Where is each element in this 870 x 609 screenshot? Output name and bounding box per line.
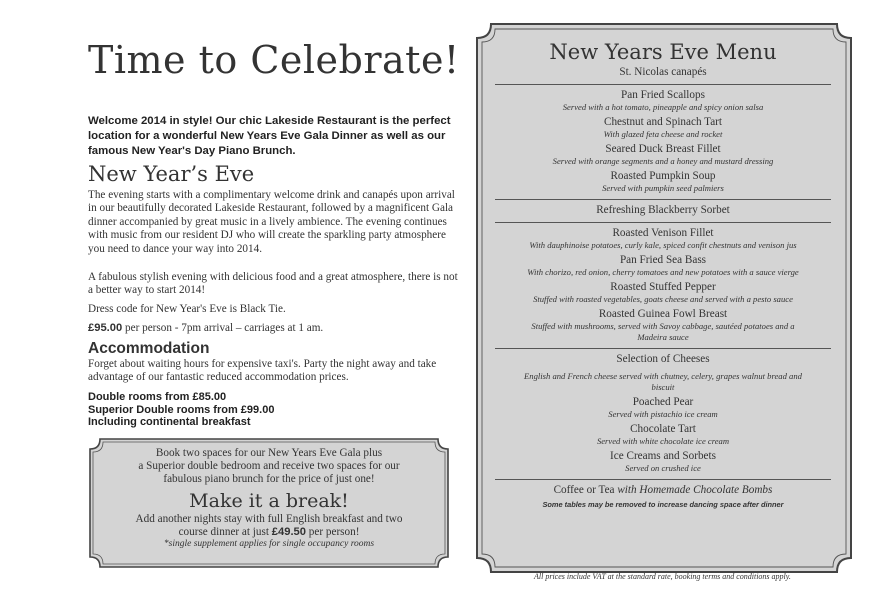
promo-line: fabulous piano brunch for the price of just one! bbox=[163, 473, 375, 486]
menu-item-desc: With glazed feta cheese and rocket bbox=[603, 129, 723, 139]
menu-item bbox=[484, 143, 842, 167]
footer-note: All prices include VAT at the standard rate, booking terms and conditions apply. bbox=[534, 572, 791, 581]
accommodation-paragraph: Forget about waiting hours for expensive taxi's. Party the night away and take advantage of our fantastic reduced accommodation prices. bbox=[88, 358, 437, 384]
menu-item bbox=[484, 89, 842, 113]
canapes-item: St. Nicolas canapés bbox=[619, 66, 707, 78]
menu-item bbox=[484, 227, 842, 251]
menu-item-name: Pan Fried Sea Bass bbox=[619, 254, 707, 266]
new-years-eve-heading: New Year’s Eve bbox=[88, 162, 255, 186]
promo-line: a Superior double bedroom and receive two spaces for our bbox=[138, 460, 400, 473]
menu-item-name: Chestnut and Spinach Tart bbox=[603, 116, 722, 128]
coffee-item bbox=[484, 484, 842, 497]
menu-item-name: Seared Duck Breast Fillet bbox=[605, 143, 721, 155]
menu-item-name: Roasted Venison Fillet bbox=[612, 227, 714, 239]
menu-item bbox=[484, 396, 842, 420]
menu-item-desc: English and French cheese served with chutney, celery, grapes walnut bread and biscuit bbox=[524, 371, 802, 392]
promo-line: Add another nights stay with full English breakfast and two bbox=[135, 512, 403, 525]
menu-item bbox=[484, 423, 842, 447]
menu-item-desc: Served on crushed ice bbox=[625, 463, 701, 473]
menu-item-desc: Stuffed with roasted vegetables, goats cheese and served with a pesto sauce bbox=[533, 294, 793, 304]
promo-box bbox=[96, 447, 442, 549]
accommodation-heading: Accommodation bbox=[88, 340, 210, 357]
divider bbox=[495, 479, 831, 480]
divider bbox=[495, 199, 831, 200]
promo-note: *single supplement applies for single occupancy rooms bbox=[163, 539, 375, 550]
price-details: per person - 7pm arrival – carriages at 1 am. bbox=[122, 322, 324, 334]
promo-price-line bbox=[96, 526, 442, 539]
accommodation-list bbox=[88, 391, 274, 429]
menu-item-desc: Served with pumpkin seed palmiers bbox=[602, 183, 724, 193]
menu-item bbox=[484, 308, 842, 343]
new-years-eve-paragraph-2: A fabulous stylish evening with delicious food and a great atmosphere, there is not a better way to start 2014! bbox=[88, 271, 458, 297]
menu-item-desc: Stuffed with mushrooms, served with Savoy cabbage, sautéed potatoes and a Madeira sauce bbox=[531, 321, 795, 342]
coffee-desc: with Homemade Chocolate Bombs bbox=[617, 484, 773, 496]
promo-price-suffix: per person! bbox=[306, 525, 360, 538]
list-item: Double rooms from £85.00 bbox=[88, 391, 227, 403]
coffee-name: Coffee or Tea bbox=[553, 484, 618, 496]
menu-content bbox=[484, 40, 842, 509]
menu-item-desc: Served with white chocolate ice cream bbox=[596, 436, 730, 446]
price-value: £95.00 bbox=[88, 322, 123, 334]
menu-footnote: Some tables may be removed to increase dancing space after dinner bbox=[542, 500, 784, 509]
menu-item bbox=[484, 254, 842, 278]
price-line bbox=[88, 322, 460, 335]
menu-item-name: Poached Pear bbox=[632, 396, 694, 408]
menu-item-desc: Served with orange segments and a honey and mustard dressing bbox=[552, 156, 774, 166]
promo-price: £49.50 bbox=[271, 525, 306, 538]
menu-item-desc: Served with pistachio ice cream bbox=[608, 409, 718, 419]
promo-price-prefix: course dinner at just bbox=[178, 525, 272, 538]
menu-item-name: Roasted Pumpkin Soup bbox=[610, 170, 716, 182]
menu-item-name: Selection of Cheeses bbox=[616, 353, 710, 365]
menu-item-name: Ice Creams and Sorbets bbox=[610, 450, 716, 462]
new-years-eve-paragraph: The evening starts with a complimentary welcome drink and canapés upon arrival in our beautifully decorated Lakeside Restaurant, followed by a magnificent Gala dinner accompanied by great music in a lively ambience. The evening continues with music from our resident DJ who will create the sparkling party atmosphere you need to dance your way into 2014. bbox=[88, 189, 455, 255]
menu-item-name: Roasted Stuffed Pepper bbox=[610, 281, 716, 293]
menu-item bbox=[484, 450, 842, 474]
menu-item bbox=[484, 116, 842, 140]
page-title: Time to Celebrate! bbox=[88, 38, 460, 82]
menu-item bbox=[484, 353, 842, 393]
menu-item-name: Chocolate Tart bbox=[630, 423, 696, 435]
menu-item-desc: With chorizo, red onion, cherry tomatoes and new potatoes with a sauce vierge bbox=[527, 267, 799, 277]
menu-item-name: Pan Fried Scallops bbox=[621, 89, 705, 101]
list-item: Superior Double rooms from £99.00 bbox=[88, 403, 275, 416]
menu-item-desc: Served with a hot tomato, pineapple and spicy onion salsa bbox=[562, 102, 764, 112]
intro-text: Welcome 2014 in style! Our chic Lakeside Restaurant is the perfect location for a wonderful New Years Eve Gala Dinner as well as our famous New Year's Day Piano Brunch. bbox=[88, 115, 451, 157]
promo-heading: Make it a break! bbox=[189, 489, 349, 512]
divider bbox=[495, 84, 831, 85]
sorbet-item: Refreshing Blackberry Sorbet bbox=[596, 204, 730, 216]
promo-line: Book two spaces for our New Years Eve Gala plus bbox=[155, 447, 383, 459]
divider bbox=[495, 222, 831, 223]
divider bbox=[495, 348, 831, 349]
menu-item bbox=[484, 170, 842, 194]
menu-item-name: Roasted Guinea Fowl Breast bbox=[598, 308, 728, 320]
list-item: Including continental breakfast bbox=[88, 416, 251, 429]
menu-item bbox=[484, 281, 842, 305]
dress-code-text: Dress code for New Year's Eve is Black Tie. bbox=[88, 303, 286, 315]
menu-title: New Years Eve Menu bbox=[549, 40, 777, 64]
menu-item-desc: With dauphinoise potatoes, curly kale, spiced confit chestnuts and venison jus bbox=[529, 240, 797, 250]
